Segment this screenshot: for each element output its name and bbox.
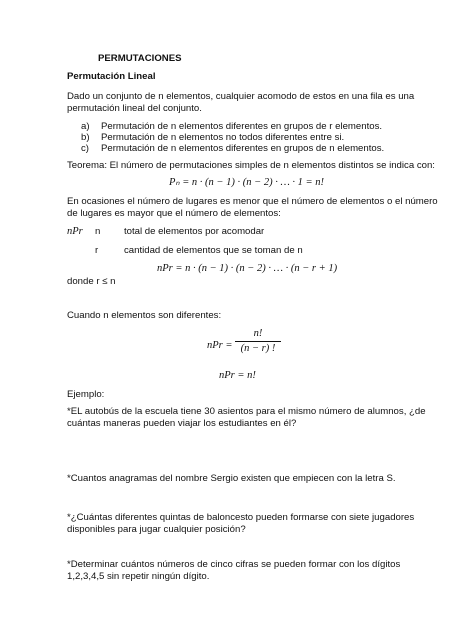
problem-1-line-2: cuántas maneras pueden viajar los estudiantes en él? — [67, 418, 297, 429]
condition-text: donde r ≤ n — [67, 276, 116, 287]
problem-4-line-2: 1,2,3,4,5 sin repetir ningún dígito. — [67, 571, 210, 582]
problem-1-line-1: *EL autobús de la escuela tiene 30 asientos para el mismo número de alumnos, ¿de — [67, 406, 426, 417]
theorem-text: Teorema: El número de permutaciones simples de n elementos distintos se indica con: — [67, 160, 435, 171]
formula-frac-lhs: nPr = — [207, 340, 233, 351]
example-label: Ejemplo: — [67, 389, 105, 400]
list-marker-c: c) — [81, 143, 89, 154]
def-desc-n: total de elementos por acomodar — [124, 226, 265, 237]
intro-line-2: permutación lineal del conjunto. — [67, 103, 202, 114]
list-item-a: Permutación de n elementos diferentes en grupos de r elementos. — [101, 121, 383, 132]
paragraph2-line-1: En ocasiones el número de lugares es menor que el número de elementos o el número — [67, 196, 438, 207]
fraction-numerator: n! — [253, 328, 263, 339]
list-item-c: Permutación de n elementos diferentes en grupos de n elementos. — [101, 143, 385, 154]
page-title: PERMUTACIONES — [98, 53, 182, 64]
fraction-denominator: (n − r) ! — [240, 343, 276, 354]
def-var-n: n — [95, 226, 101, 237]
fraction-bar — [235, 341, 281, 342]
formula-fraction — [235, 328, 281, 355]
def-var-r: r — [95, 245, 99, 256]
def-desc-r: cantidad de elementos que se toman de n — [124, 245, 303, 256]
when-different-text: Cuando n elementos son diferentes: — [67, 310, 222, 321]
problem-3-line-1: *¿Cuántas diferentes quintas de baloncesto pueden formarse con siete jugadores — [67, 512, 415, 523]
list-marker-b: b) — [81, 132, 90, 143]
list-marker-a: a) — [81, 121, 90, 132]
formula-npr-factorial: nPr = n! — [219, 370, 256, 381]
intro-line-1: Dado un conjunto de n elementos, cualquier acomodo de estos en una fila es una — [67, 91, 415, 102]
problem-4-line-1: *Determinar cuántos números de cinco cifras se pueden formar con los dígitos — [67, 559, 401, 570]
list-item-b: Permutación de n elementos no todos diferentes entre si. — [101, 132, 345, 143]
def-symbol-npr: nPr — [67, 226, 83, 237]
problem-3-line-2: disponibles para jugar cualquier posición? — [67, 524, 246, 535]
formula-pn: Pₙ = n · (n − 1) · (n − 2) · … · 1 = n! — [169, 177, 325, 188]
section-heading: Permutación Lineal — [67, 71, 156, 82]
problem-2-line-1: *Cuantos anagramas del nombre Sergio existen que empiecen con la letra S. — [67, 473, 396, 484]
formula-npr-product: nPr = n · (n − 1) · (n − 2) · … · (n − r + 1) — [157, 263, 338, 274]
paragraph2-line-2: de lugares es mayor que el número de elementos: — [67, 208, 281, 219]
